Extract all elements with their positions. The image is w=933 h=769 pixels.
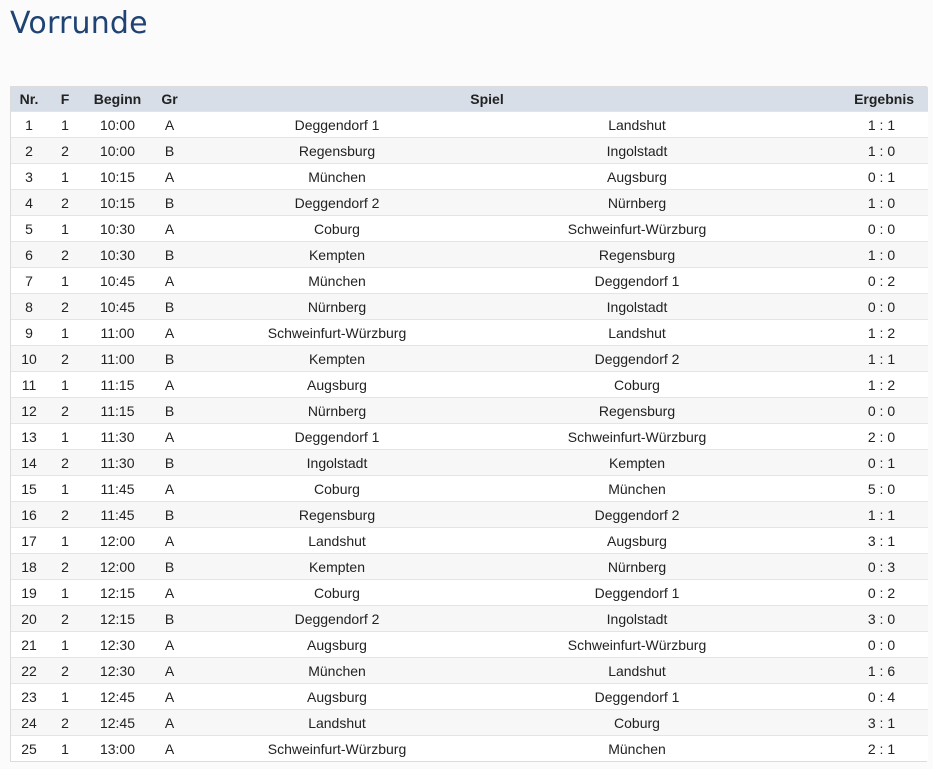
cell-beginn: 12:30 xyxy=(83,632,152,658)
cell-nr: 22 xyxy=(11,658,47,684)
cell-nr: 21 xyxy=(11,632,47,658)
cell-result: 0 : 0 xyxy=(787,398,928,424)
cell-home-team: Ingolstadt xyxy=(187,450,487,476)
cell-field: 2 xyxy=(47,138,83,164)
cell-away-team: Regensburg xyxy=(487,242,787,268)
page-title: Vorrunde xyxy=(10,6,148,41)
cell-field: 1 xyxy=(47,112,83,138)
cell-home-team: München xyxy=(187,268,487,294)
cell-away-team: Deggendorf 1 xyxy=(487,268,787,294)
cell-nr: 12 xyxy=(11,398,47,424)
cell-home-team: Landshut xyxy=(187,528,487,554)
cell-result: 3 : 1 xyxy=(787,710,928,736)
cell-group: B xyxy=(152,606,187,632)
cell-nr: 9 xyxy=(11,320,47,346)
table-row xyxy=(11,684,928,710)
cell-beginn: 10:15 xyxy=(83,190,152,216)
table-body xyxy=(11,112,928,762)
cell-group: B xyxy=(152,502,187,528)
cell-nr: 15 xyxy=(11,476,47,502)
cell-away-team: Coburg xyxy=(487,710,787,736)
cell-result: 1 : 1 xyxy=(787,502,928,528)
cell-result: 1 : 0 xyxy=(787,242,928,268)
cell-home-team: Deggendorf 2 xyxy=(187,606,487,632)
table-row xyxy=(11,658,928,684)
schedule-table-container xyxy=(10,86,927,762)
cell-field: 2 xyxy=(47,606,83,632)
cell-beginn: 10:45 xyxy=(83,294,152,320)
cell-away-team: Deggendorf 2 xyxy=(487,346,787,372)
table-row xyxy=(11,424,928,450)
table-row xyxy=(11,476,928,502)
cell-nr: 10 xyxy=(11,346,47,372)
table-row xyxy=(11,112,928,138)
cell-field: 2 xyxy=(47,502,83,528)
cell-beginn: 12:30 xyxy=(83,658,152,684)
table-row xyxy=(11,190,928,216)
cell-group: A xyxy=(152,736,187,762)
cell-beginn: 11:15 xyxy=(83,372,152,398)
cell-home-team: Deggendorf 1 xyxy=(187,424,487,450)
cell-away-team: Augsburg xyxy=(487,528,787,554)
cell-beginn: 12:45 xyxy=(83,684,152,710)
cell-nr: 17 xyxy=(11,528,47,554)
cell-group: A xyxy=(152,528,187,554)
cell-field: 2 xyxy=(47,450,83,476)
cell-result: 2 : 1 xyxy=(787,736,928,762)
table-row xyxy=(11,216,928,242)
table-row xyxy=(11,502,928,528)
cell-home-team: Regensburg xyxy=(187,502,487,528)
cell-away-team: Coburg xyxy=(487,372,787,398)
cell-home-team: Nürnberg xyxy=(187,294,487,320)
cell-result: 0 : 1 xyxy=(787,164,928,190)
cell-beginn: 12:15 xyxy=(83,606,152,632)
cell-away-team: Ingolstadt xyxy=(487,606,787,632)
cell-home-team: Kempten xyxy=(187,242,487,268)
cell-group: B xyxy=(152,294,187,320)
cell-away-team: Deggendorf 1 xyxy=(487,580,787,606)
cell-beginn: 11:45 xyxy=(83,502,152,528)
cell-group: B xyxy=(152,398,187,424)
cell-home-team: Deggendorf 2 xyxy=(187,190,487,216)
cell-beginn: 10:45 xyxy=(83,268,152,294)
cell-group: B xyxy=(152,242,187,268)
table-row xyxy=(11,372,928,398)
column-header-ergebnis: Ergebnis xyxy=(787,87,928,112)
cell-field: 1 xyxy=(47,476,83,502)
cell-away-team: Augsburg xyxy=(487,164,787,190)
cell-result: 1 : 2 xyxy=(787,320,928,346)
cell-result: 5 : 0 xyxy=(787,476,928,502)
cell-result: 0 : 1 xyxy=(787,450,928,476)
table-row xyxy=(11,268,928,294)
cell-nr: 1 xyxy=(11,112,47,138)
cell-field: 1 xyxy=(47,632,83,658)
cell-nr: 14 xyxy=(11,450,47,476)
table-row xyxy=(11,710,928,736)
cell-nr: 4 xyxy=(11,190,47,216)
cell-away-team: München xyxy=(487,476,787,502)
cell-away-team: Deggendorf 1 xyxy=(487,684,787,710)
cell-field: 2 xyxy=(47,554,83,580)
cell-away-team: Ingolstadt xyxy=(487,138,787,164)
cell-group: A xyxy=(152,684,187,710)
cell-home-team: Coburg xyxy=(187,476,487,502)
cell-beginn: 11:45 xyxy=(83,476,152,502)
cell-result: 1 : 1 xyxy=(787,346,928,372)
table-row xyxy=(11,242,928,268)
cell-home-team: Deggendorf 1 xyxy=(187,112,487,138)
cell-nr: 13 xyxy=(11,424,47,450)
cell-beginn: 13:00 xyxy=(83,736,152,762)
table-row xyxy=(11,138,928,164)
cell-away-team: Landshut xyxy=(487,112,787,138)
cell-result: 0 : 0 xyxy=(787,216,928,242)
cell-group: B xyxy=(152,190,187,216)
table-row xyxy=(11,320,928,346)
cell-field: 1 xyxy=(47,372,83,398)
cell-group: A xyxy=(152,476,187,502)
cell-result: 0 : 0 xyxy=(787,294,928,320)
cell-result: 0 : 0 xyxy=(787,632,928,658)
cell-nr: 2 xyxy=(11,138,47,164)
cell-group: A xyxy=(152,632,187,658)
cell-home-team: Kempten xyxy=(187,554,487,580)
cell-away-team: Schweinfurt-Würzburg xyxy=(487,216,787,242)
cell-group: A xyxy=(152,424,187,450)
cell-nr: 25 xyxy=(11,736,47,762)
cell-group: B xyxy=(152,554,187,580)
cell-group: A xyxy=(152,710,187,736)
cell-group: A xyxy=(152,216,187,242)
cell-beginn: 10:00 xyxy=(83,112,152,138)
cell-away-team: München xyxy=(487,736,787,762)
cell-result: 0 : 2 xyxy=(787,580,928,606)
cell-result: 1 : 6 xyxy=(787,658,928,684)
cell-group: A xyxy=(152,164,187,190)
cell-nr: 5 xyxy=(11,216,47,242)
cell-field: 2 xyxy=(47,710,83,736)
cell-beginn: 11:30 xyxy=(83,450,152,476)
cell-away-team: Schweinfurt-Würzburg xyxy=(487,424,787,450)
column-header-spiel: Spiel xyxy=(187,87,787,112)
table-row xyxy=(11,528,928,554)
cell-result: 0 : 3 xyxy=(787,554,928,580)
cell-result: 1 : 0 xyxy=(787,190,928,216)
table-header xyxy=(11,87,928,112)
cell-field: 1 xyxy=(47,424,83,450)
cell-home-team: Schweinfurt-Würzburg xyxy=(187,320,487,346)
cell-home-team: München xyxy=(187,658,487,684)
cell-away-team: Nürnberg xyxy=(487,190,787,216)
schedule-table xyxy=(11,87,928,761)
cell-field: 2 xyxy=(47,242,83,268)
cell-home-team: Nürnberg xyxy=(187,398,487,424)
cell-field: 2 xyxy=(47,294,83,320)
cell-home-team: Schweinfurt-Würzburg xyxy=(187,736,487,762)
cell-group: A xyxy=(152,372,187,398)
cell-field: 1 xyxy=(47,580,83,606)
cell-nr: 20 xyxy=(11,606,47,632)
cell-nr: 16 xyxy=(11,502,47,528)
cell-away-team: Landshut xyxy=(487,320,787,346)
cell-group: B xyxy=(152,346,187,372)
cell-away-team: Schweinfurt-Würzburg xyxy=(487,632,787,658)
table-row xyxy=(11,294,928,320)
cell-beginn: 12:15 xyxy=(83,580,152,606)
cell-result: 1 : 0 xyxy=(787,138,928,164)
cell-group: A xyxy=(152,268,187,294)
table-row xyxy=(11,632,928,658)
cell-away-team: Regensburg xyxy=(487,398,787,424)
table-row xyxy=(11,164,928,190)
cell-beginn: 12:00 xyxy=(83,554,152,580)
cell-nr: 23 xyxy=(11,684,47,710)
cell-beginn: 11:15 xyxy=(83,398,152,424)
column-header-field: F xyxy=(47,87,83,112)
cell-home-team: Augsburg xyxy=(187,632,487,658)
cell-home-team: Coburg xyxy=(187,216,487,242)
cell-nr: 24 xyxy=(11,710,47,736)
table-row xyxy=(11,554,928,580)
cell-away-team: Ingolstadt xyxy=(487,294,787,320)
cell-field: 1 xyxy=(47,684,83,710)
table-row xyxy=(11,346,928,372)
cell-group: A xyxy=(152,112,187,138)
cell-beginn: 11:00 xyxy=(83,346,152,372)
cell-beginn: 12:45 xyxy=(83,710,152,736)
cell-field: 2 xyxy=(47,346,83,372)
column-header-beginn: Beginn xyxy=(83,87,152,112)
cell-group: A xyxy=(152,580,187,606)
cell-away-team: Landshut xyxy=(487,658,787,684)
table-row xyxy=(11,580,928,606)
cell-home-team: Kempten xyxy=(187,346,487,372)
column-header-group: Gr xyxy=(152,87,187,112)
cell-result: 0 : 2 xyxy=(787,268,928,294)
cell-result: 3 : 0 xyxy=(787,606,928,632)
cell-nr: 7 xyxy=(11,268,47,294)
cell-field: 1 xyxy=(47,268,83,294)
cell-nr: 6 xyxy=(11,242,47,268)
cell-field: 1 xyxy=(47,320,83,346)
cell-home-team: Coburg xyxy=(187,580,487,606)
cell-field: 1 xyxy=(47,164,83,190)
cell-group: A xyxy=(152,658,187,684)
header-row xyxy=(11,87,928,112)
cell-field: 2 xyxy=(47,190,83,216)
cell-nr: 11 xyxy=(11,372,47,398)
cell-field: 2 xyxy=(47,398,83,424)
cell-nr: 19 xyxy=(11,580,47,606)
cell-away-team: Nürnberg xyxy=(487,554,787,580)
cell-result: 0 : 4 xyxy=(787,684,928,710)
cell-home-team: Augsburg xyxy=(187,372,487,398)
cell-home-team: Regensburg xyxy=(187,138,487,164)
table-row xyxy=(11,450,928,476)
cell-home-team: Landshut xyxy=(187,710,487,736)
cell-field: 1 xyxy=(47,528,83,554)
cell-beginn: 10:15 xyxy=(83,164,152,190)
cell-beginn: 11:30 xyxy=(83,424,152,450)
cell-field: 2 xyxy=(47,658,83,684)
table-row xyxy=(11,398,928,424)
cell-field: 1 xyxy=(47,736,83,762)
table-row xyxy=(11,606,928,632)
cell-home-team: München xyxy=(187,164,487,190)
table-row xyxy=(11,736,928,762)
cell-result: 1 : 1 xyxy=(787,112,928,138)
cell-nr: 3 xyxy=(11,164,47,190)
cell-field: 1 xyxy=(47,216,83,242)
column-header-nr: Nr. xyxy=(11,87,47,112)
cell-group: B xyxy=(152,450,187,476)
cell-nr: 8 xyxy=(11,294,47,320)
cell-result: 1 : 2 xyxy=(787,372,928,398)
cell-nr: 18 xyxy=(11,554,47,580)
cell-result: 3 : 1 xyxy=(787,528,928,554)
cell-away-team: Deggendorf 2 xyxy=(487,502,787,528)
cell-home-team: Augsburg xyxy=(187,684,487,710)
cell-beginn: 12:00 xyxy=(83,528,152,554)
cell-group: A xyxy=(152,320,187,346)
cell-beginn: 10:30 xyxy=(83,242,152,268)
cell-result: 2 : 0 xyxy=(787,424,928,450)
cell-group: B xyxy=(152,138,187,164)
cell-beginn: 10:30 xyxy=(83,216,152,242)
cell-beginn: 11:00 xyxy=(83,320,152,346)
cell-away-team: Kempten xyxy=(487,450,787,476)
cell-beginn: 10:00 xyxy=(83,138,152,164)
